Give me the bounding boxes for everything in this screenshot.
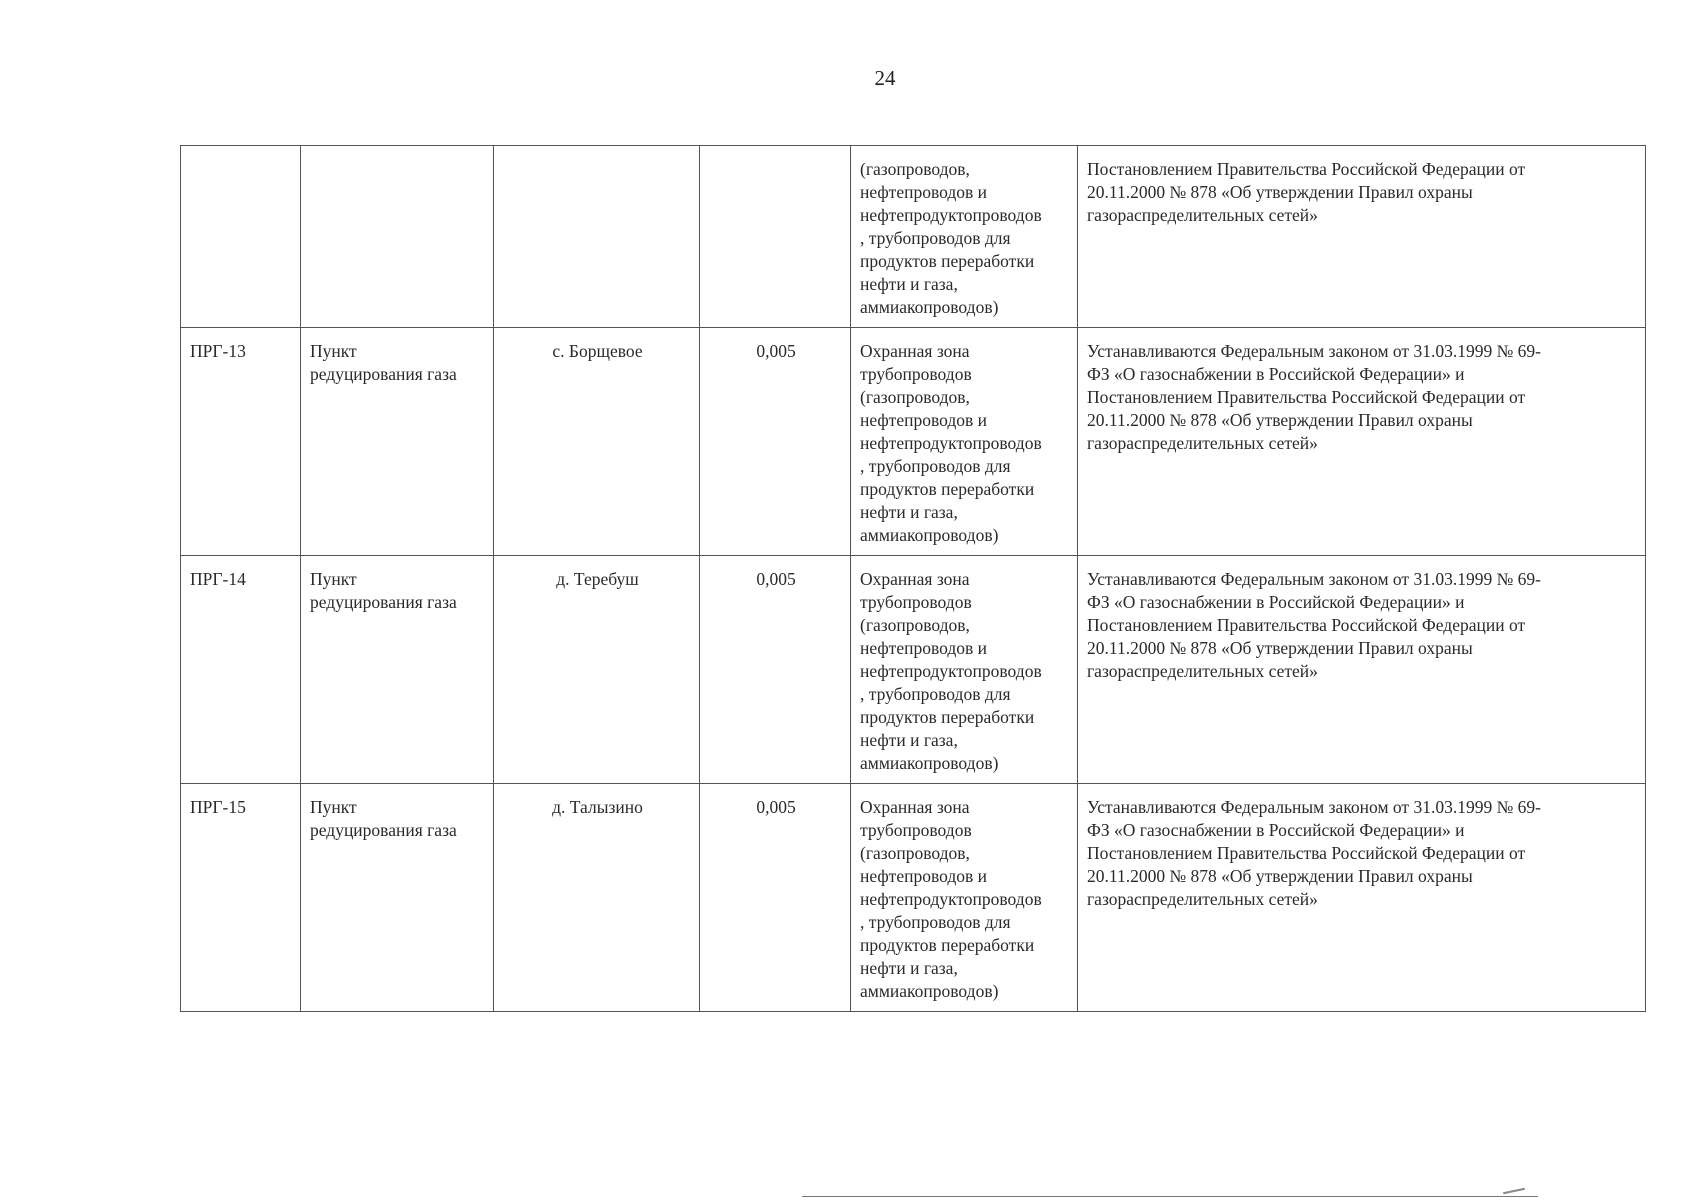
facility-area-cell: 0,005 [700,328,851,556]
legal-basis-cell: Устанавливаются Федеральным законом от 31.03.1999 № 69- ФЗ «О газоснабжении в Российской Федерации» и Постановлением Правительства Российской Федерации от 20.11.2000 № 878 «Об утверждении Правил охраны газораспределительных сетей» [1078,784,1646,1012]
legal-basis-cell: Устанавливаются Федеральным законом от 31.03.1999 № 69- ФЗ «О газоснабжении в Российской Федерации» и Постановлением Правительства Российской Федерации от 20.11.2000 № 878 «Об утверждении Правил охраны газораспределительных сетей» [1078,556,1646,784]
facility-name-cell: Пункт редуцирования газа [301,784,494,1012]
facility-code-cell [181,146,301,328]
footer-rule [802,1196,1538,1197]
facility-code-cell: ПРГ-15 [181,784,301,1012]
page-number: 24 [874,66,896,90]
facility-location-cell: д. Талызино [494,784,700,1012]
facility-location-cell: с. Борщевое [494,328,700,556]
protection-zone-cell: Охранная зона трубопроводов (газопроводов, нефтепроводов и нефтепродуктопроводов , трубопроводов для продуктов переработки нефти и газа, аммиакопроводов) [851,328,1078,556]
facility-name-cell: Пункт редуцирования газа [301,556,494,784]
table-row [181,146,1646,328]
table-row [181,784,1646,1012]
facility-location-cell [494,146,700,328]
facility-name-cell: Пункт редуцирования газа [301,328,494,556]
facility-location-cell: д. Теребуш [494,556,700,784]
facility-code-cell: ПРГ-13 [181,328,301,556]
protection-zone-cell: (газопроводов, нефтепроводов и нефтепродуктопроводов , трубопроводов для продуктов переработки нефти и газа, аммиакопроводов) [851,146,1078,328]
protection-zone-cell: Охранная зона трубопроводов (газопроводов, нефтепроводов и нефтепродуктопроводов , трубопроводов для продуктов переработки нефти и газа, аммиакопроводов) [851,784,1078,1012]
legal-basis-cell: Устанавливаются Федеральным законом от 31.03.1999 № 69- ФЗ «О газоснабжении в Российской Федерации» и Постановлением Правительства Российской Федерации от 20.11.2000 № 878 «Об утверждении Правил охраны газораспределительных сетей» [1078,328,1646,556]
gas-facilities-table [180,145,1646,1012]
facility-code-cell: ПРГ-14 [181,556,301,784]
facility-name-cell [301,146,494,328]
facility-area-cell [700,146,851,328]
table-row [181,556,1646,784]
table-row [181,328,1646,556]
protection-zone-cell: Охранная зона трубопроводов (газопроводов, нефтепроводов и нефтепродуктопроводов , трубопроводов для продуктов переработки нефти и газа, аммиакопроводов) [851,556,1078,784]
facility-area-cell: 0,005 [700,556,851,784]
legal-basis-cell: Постановлением Правительства Российской Федерации от 20.11.2000 № 878 «Об утверждении Правил охраны газораспределительных сетей» [1078,146,1646,328]
facility-area-cell: 0,005 [700,784,851,1012]
scan-mark [1503,1188,1525,1195]
